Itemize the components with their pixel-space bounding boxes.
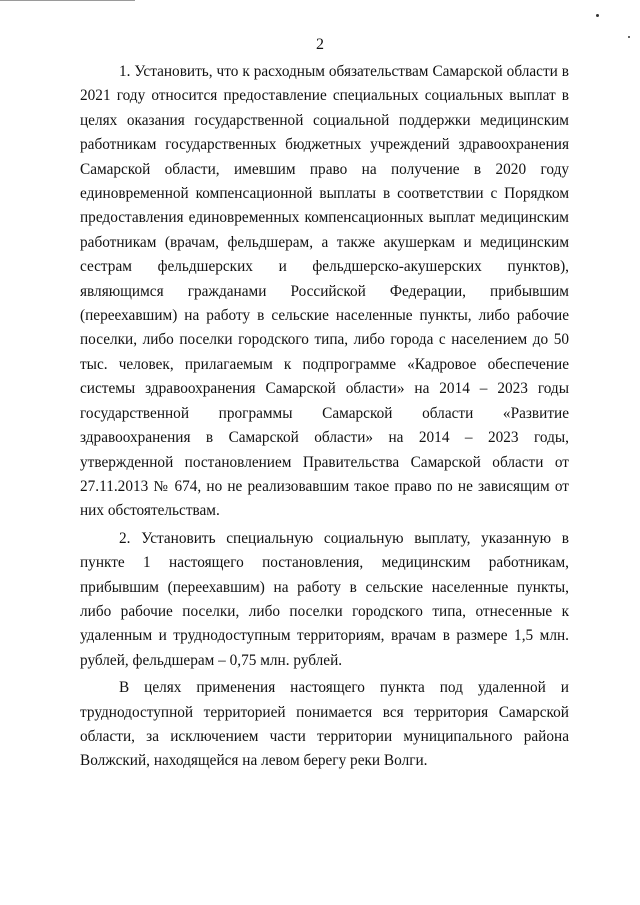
document-body bbox=[80, 60, 569, 774]
scan-edge-line bbox=[0, 0, 135, 4]
paragraph-2: 2. Установить специальную социальную выплату, указанную в пункте 1 настоящего постановления, медицинским работникам, прибывшим (переехавшим) на работу в сельские населенные пункты, либо рабочие поселки, либо поселки городского типа, отнесенные к удаленным и труднодоступным территориям, врачам в размере 1,5 млн. рублей, фельдшерам – 0,75 млн. рублей. bbox=[80, 529, 569, 669]
scan-speck bbox=[596, 14, 599, 17]
paragraph-3: В целях применения настоящего пункта под удаленной и труднодоступной территорией понимается вся территория Самарской области, за исключением части территории муниципального района Волжский, находящейся на левом берегу реки Волги. bbox=[80, 679, 569, 770]
page-number: 2 bbox=[316, 36, 324, 53]
paragraph-1: 1. Установить, что к расходным обязательствам Самарской области в 2021 году относится предоставление специальных социальных выплат в целях оказания государственной социальной поддержки медицинским работникам государственных бюджетных учреждений здравоохранения Самарской области, имевшим право на получение в 2020 году единовременной компенсационной выплаты в соответствии с Порядком предоставления единовременных компенсационных выплат медицинским работникам (врачам, фельдшерам, а также акушеркам и медицинским сестрам фельдшерских и фельдшерско-акушерских пунктов), являющимся гражданами Российской Федерации, прибывшим (переехавшим) на работу в сельские населенные пункты, либо рабочие поселки, либо поселки городского типа, либо города с населением до 50 тыс. человек, прилагаемым к подпрограмме «Кадровое обеспечение системы здравоохранения Самарской области» на 2014 – 2023 годы государственной программы Самарской области «Развитие здравоохранения в Самарской области» на 2014 – 2023 годы, утвержденной постановлением Правительства Самарской области от 27.11.2013 № 674, но не реализовавшим такое право по не зависящим от них обстоятельствам. bbox=[80, 63, 569, 520]
